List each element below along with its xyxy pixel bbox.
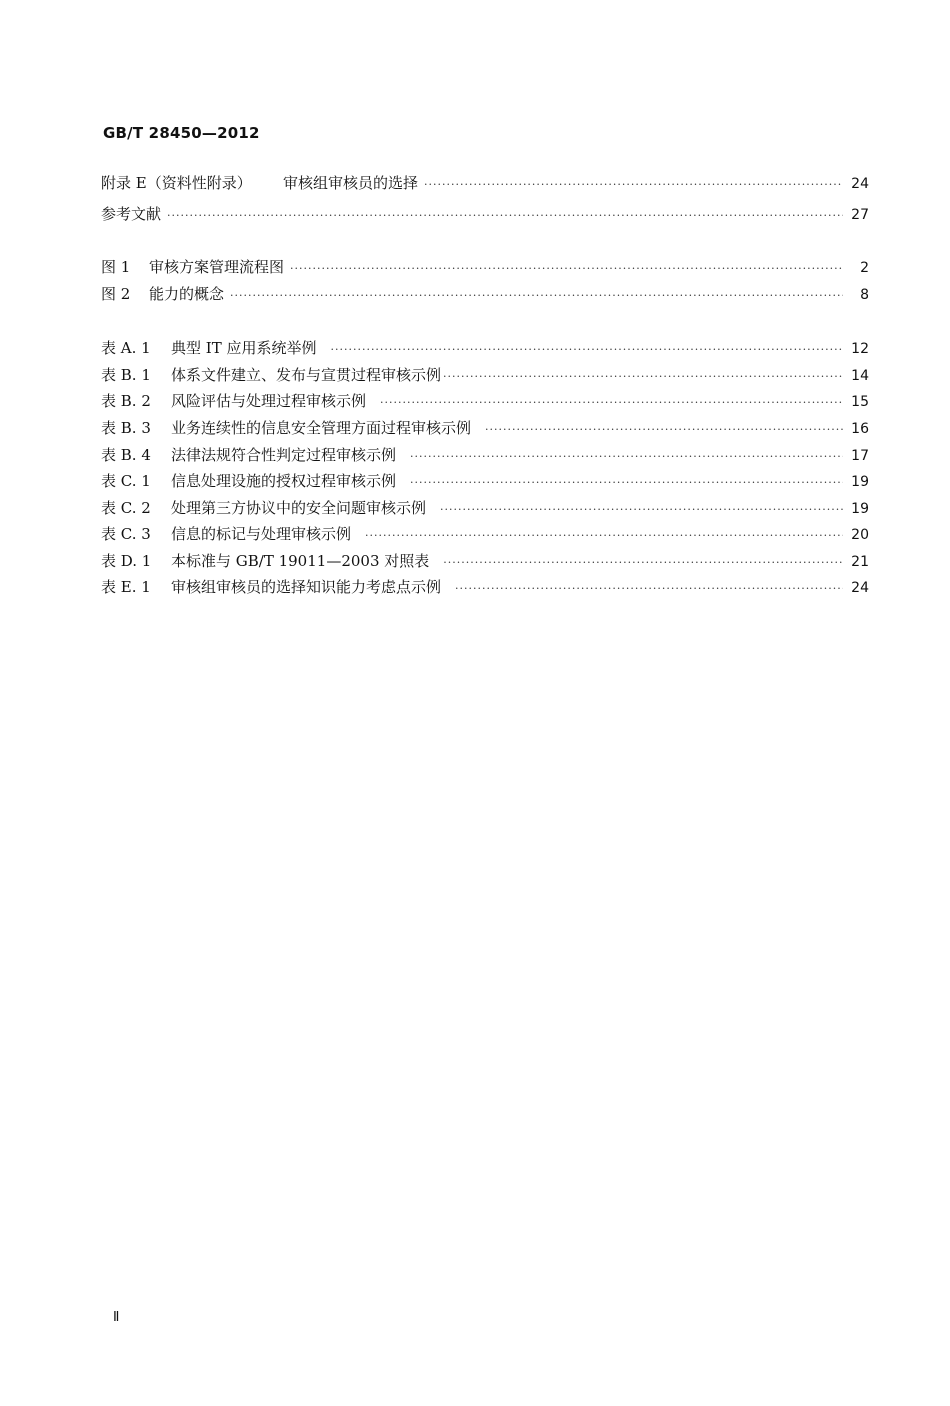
toc-table-title: 审核组审核员的选择知识能力考虑点示例 bbox=[171, 578, 442, 596]
toc-table-title: 风险评估与处理过程审核示例 bbox=[171, 392, 367, 410]
toc-table-page: 24 bbox=[851, 580, 869, 596]
toc-table-page: 20 bbox=[851, 527, 869, 543]
dot-leader bbox=[440, 503, 843, 516]
toc-table-label: 表 A. 1 bbox=[101, 339, 151, 357]
toc-table-title: 体系文件建立、发布与宣贯过程审核示例 bbox=[171, 366, 442, 384]
toc-table-page: 16 bbox=[851, 421, 869, 437]
toc-table-c2[interactable] bbox=[101, 497, 869, 519]
toc-figure-2[interactable] bbox=[101, 283, 869, 305]
toc-table-b2[interactable] bbox=[101, 390, 869, 412]
dot-leader bbox=[485, 423, 843, 436]
toc-table-c1[interactable] bbox=[101, 470, 869, 492]
toc-table-c3[interactable] bbox=[101, 523, 869, 545]
toc-figure-page: 2 bbox=[860, 260, 869, 276]
toc-table-title: 信息处理设施的授权过程审核示例 bbox=[171, 472, 397, 490]
toc-table-label: 表 E. 1 bbox=[101, 578, 151, 596]
toc-table-label: 表 D. 1 bbox=[101, 552, 152, 570]
dot-leader bbox=[380, 396, 843, 409]
toc-table-page: 21 bbox=[851, 554, 869, 570]
toc-table-label: 表 B. 1 bbox=[101, 366, 151, 384]
toc-table-title: 业务连续性的信息安全管理方面过程审核示例 bbox=[171, 419, 472, 437]
dot-leader bbox=[424, 178, 843, 191]
toc-table-page: 14 bbox=[851, 368, 869, 384]
toc-figure-label: 图 1 bbox=[101, 258, 131, 276]
toc-entry-label: 附录 E（资料性附录） bbox=[101, 174, 252, 192]
toc-table-page: 17 bbox=[851, 448, 869, 464]
toc-entry-title: 审核组审核员的选择 bbox=[283, 174, 419, 192]
dot-leader bbox=[330, 343, 843, 356]
toc-table-label: 表 B. 3 bbox=[101, 419, 151, 437]
page-number: Ⅱ bbox=[113, 1310, 120, 1325]
dot-leader bbox=[455, 582, 843, 595]
toc-figure-title: 审核方案管理流程图 bbox=[149, 258, 285, 276]
toc-table-e1[interactable] bbox=[101, 576, 869, 598]
dot-leader bbox=[410, 450, 843, 463]
toc-entry-page: 27 bbox=[851, 207, 869, 223]
toc-table-a1[interactable] bbox=[101, 337, 869, 359]
toc-table-label: 表 C. 3 bbox=[101, 525, 151, 543]
dot-leader bbox=[290, 262, 843, 275]
toc-entry-appendix-e[interactable] bbox=[101, 172, 869, 194]
toc-table-page: 15 bbox=[851, 394, 869, 410]
toc-figure-page: 8 bbox=[860, 287, 869, 303]
toc-entry-page: 24 bbox=[851, 176, 869, 192]
dot-leader bbox=[167, 209, 843, 222]
dot-leader bbox=[443, 556, 843, 569]
toc-table-title: 本标准与 GB/T 19011—2003 对照表 bbox=[171, 552, 430, 570]
toc-figure-label: 图 2 bbox=[101, 285, 131, 303]
toc-table-title: 信息的标记与处理审核示例 bbox=[171, 525, 352, 543]
toc-table-page: 19 bbox=[851, 474, 869, 490]
toc-entry-references[interactable] bbox=[101, 203, 869, 225]
toc-figure-title: 能力的概念 bbox=[149, 285, 225, 303]
toc-table-b4[interactable] bbox=[101, 444, 869, 466]
toc-entry-title: 参考文献 bbox=[101, 205, 162, 223]
toc-table-b3[interactable] bbox=[101, 417, 869, 439]
dot-leader bbox=[410, 476, 843, 489]
dot-leader bbox=[230, 289, 843, 302]
dot-leader bbox=[443, 370, 843, 383]
toc-table-title: 法律法规符合性判定过程审核示例 bbox=[171, 446, 397, 464]
toc-table-page: 19 bbox=[851, 501, 869, 517]
toc-table-label: 表 C. 1 bbox=[101, 472, 151, 490]
toc-table-label: 表 B. 2 bbox=[101, 392, 151, 410]
standard-code-header: GB/T 28450—2012 bbox=[103, 124, 260, 142]
dot-leader bbox=[365, 529, 843, 542]
toc-table-label: 表 B. 4 bbox=[101, 446, 151, 464]
toc-table-page: 12 bbox=[851, 341, 869, 357]
toc-figure-1[interactable] bbox=[101, 256, 869, 278]
toc-table-title: 处理第三方协议中的安全问题审核示例 bbox=[171, 499, 427, 517]
toc-table-title: 典型 IT 应用系统举例 bbox=[171, 339, 317, 357]
toc-table-d1[interactable] bbox=[101, 550, 869, 572]
toc-table-label: 表 C. 2 bbox=[101, 499, 151, 517]
toc-table-b1[interactable] bbox=[101, 364, 869, 386]
